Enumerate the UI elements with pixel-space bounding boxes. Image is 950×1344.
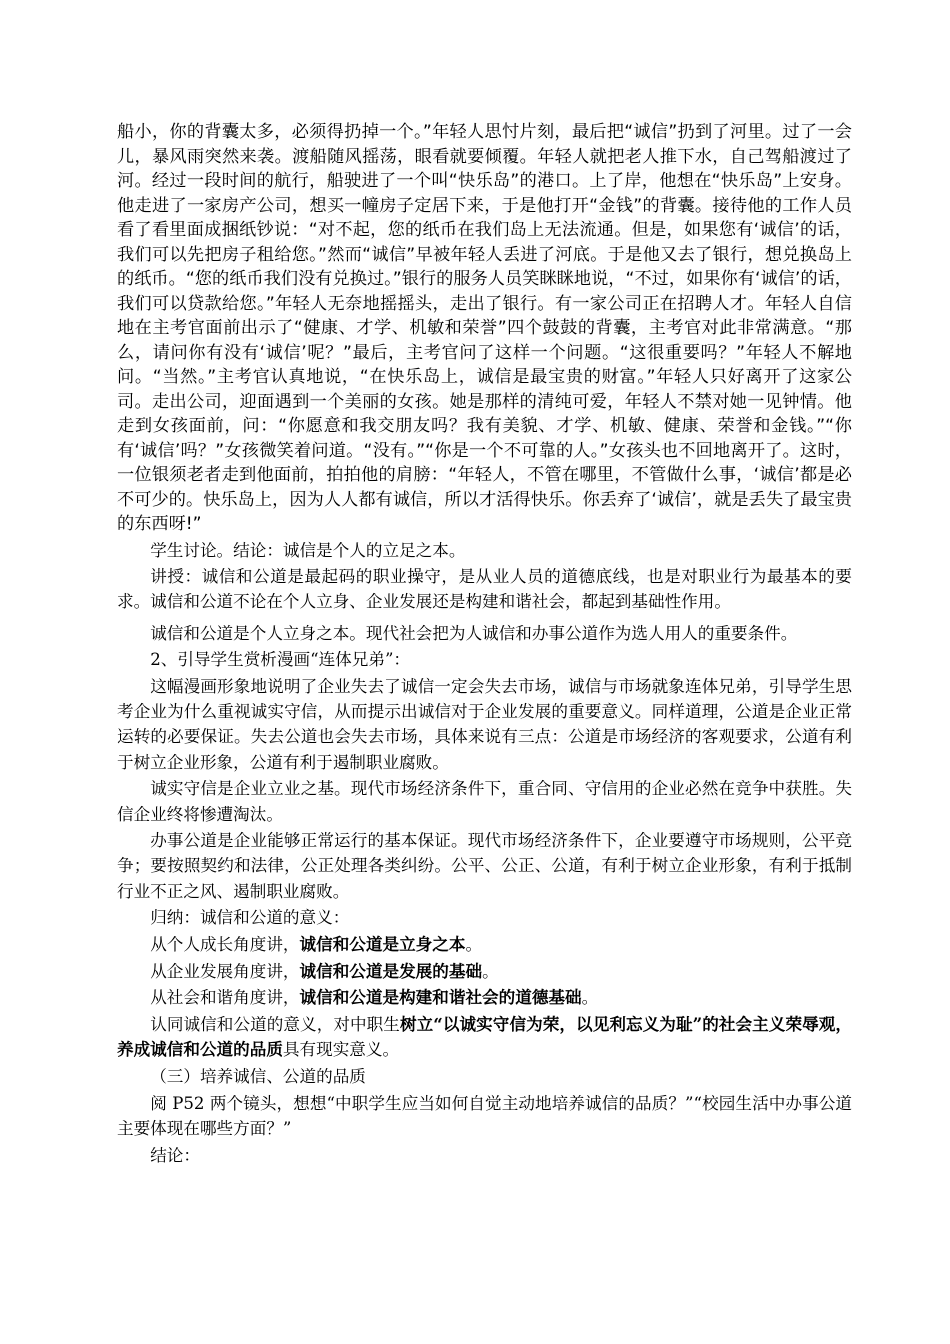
comic-paragraph: 这幅漫画形象地说明了企业失去了诚信一定会失去市场，诚信与市场就象连体兄弟，引导学生思考企业为什么重视诚实守信，从而提示出诚信对于企业发展的重要意义。同样道理，公道是企业正常运转的必要保证。失去公道也会失去市场，具体来说有三点：公道是市场经济的客观要求，公道有利于树立企业形象，公道有利于遏制职业腐败。 (117, 677, 852, 772)
society-prefix: 从社会和谐角度讲， (150, 988, 300, 1008)
summary-heading: 归纳：诚信和公道的意义： (150, 908, 350, 928)
discussion-paragraph: 学生讨论。结论：诚信是个人的立足之本。 (150, 540, 466, 560)
honesty-paragraph: 诚实守信是企业立业之基。现代市场经济条件下，重合同、守信用的企业必然在竞争中获胜。失信企业终将惨遭淘汰。 (117, 779, 852, 824)
personal-suffix: 。 (465, 935, 483, 955)
enterprise-point (117, 959, 852, 984)
society-point (117, 985, 852, 1010)
comic-heading: 2、引导学生赏析漫画“连体兄弟”： (150, 650, 411, 670)
enterprise-bold: 诚信和公道是发展的基础 (299, 960, 483, 981)
lecture-paragraph: 讲授：诚信和公道是最起码的职业操守，是从业人员的道德底线，也是对职业行为最基本的要求。诚信和公道不论在个人立身、企业发展还是构建和谐社会，都起到基础性作用。 (117, 567, 852, 612)
recognize-bold: 树立“以诚实守信为荣，以见利忘义为耻”的社会主义荣辱观，养成诚信和公道的品质 (117, 1014, 853, 1060)
enterprise-prefix: 从企业发展角度讲， (150, 961, 300, 981)
recognize-suffix: 具有现实意义。 (282, 1040, 400, 1060)
story-paragraph: 船小，你的背囊太多，必须得扔掉一个。”年轻人思忖片刻，最后把“诚信”扔到了河里。过了一会儿，暴风雨突然来袭。渡船随风摇荡，眼看就要倾覆。年轻人就把老人推下水，自己驾船渡过了河。经过一段时间的航行，船驶进了一个叫“快乐岛”的港口。上了岸，他想在“快乐岛”上安身。他走进了一家房产公司，想买一幢房子定居下来，于是他打开“金钱”的背囊。接待他的工作人员看了看里面成捆纸钞说：“对不起，您的纸币在我们岛上无法流通。但是，如果您有‘诚信’的话，我们可以先把房子租给您。”然而“诚信”早被年轻人丢进了河底。于是他又去了银行，想兑换岛上的纸币。“您的纸币我们没有兑换过。”银行的服务人员笑眯眯地说，“不过，如果你有‘诚信’的话，我们可以贷款给您。”年轻人无奈地摇摇头，走出了银行。有一家公司正在招聘人才。年轻人自信地在主考官面前出示了“健康、才学、机敏和荣誉”四个鼓鼓的背囊，主考官对此非常满意。“那么，请问你有没有‘诚信’呢？”最后，主考官问了这样一个问题。“这很重要吗？”年轻人不解地问。“当然。”主考官认真地说，“在快乐岛上，诚信是最宝贵的财富。”年轻人只好离开了这家公司。走出公司，迎面遇到一个美丽的女孩。她是那样的清纯可爱，年轻人不禁对她一见钟情。他走到女孩面前，问：“你愿意和我交朋友吗？我有美貌、才学、机敏、健康、荣誉和金钱。”“你有‘诚信’吗？”女孩微笑着问道。“没有。”“你是一个不可靠的人。”女孩头也不回地离开了。这时，一位银须老者走到他面前，拍拍他的肩膀：“年轻人，不管在哪里，不管做什么事，‘诚信’都是必不可少的。快乐岛上，因为人人都有诚信，所以才活得快乐。你丢弃了‘诚信’，就是丢失了最宝贵的东西呀!” (117, 122, 852, 534)
recognize-prefix: 认同诚信和公道的意义，对中职生 (150, 1015, 400, 1035)
document-page (117, 120, 852, 1169)
society-suffix: 。 (581, 988, 599, 1008)
personal-prefix: 从个人成长角度讲， (150, 935, 300, 955)
enterprise-suffix: 。 (482, 961, 499, 981)
personal-bold: 诚信和公道是立身之本 (299, 934, 466, 955)
recognize-paragraph (117, 1012, 852, 1062)
section-three-heading: （三）培养诚信、公道的品质 (150, 1067, 366, 1087)
foundation-paragraph: 诚信和公道是个人立身之本。现代社会把为人诚信和办事公道作为选人用人的重要条件。 (150, 623, 798, 643)
fairness-paragraph: 办事公道是企业能够正常运行的基本保证。现代市场经济条件下，企业要遵守市场规则，公平竞争；要按照契约和法律，公正处理各类纠纷。公平、公正、公道，有利于树立企业形象，有利于抵制行业不正之风、遏制职业腐败。 (117, 831, 852, 901)
personal-point (117, 932, 852, 957)
society-bold: 诚信和公道是构建和谐社会的道德基础 (299, 987, 582, 1008)
conclusion-label: 结论： (150, 1145, 200, 1165)
read-paragraph: 阅 P52 两个镜头，想想“中职学生应当如何自觉主动地培养诚信的品质？”“校园生活中办事公道主要体现在哪些方面？” (117, 1093, 852, 1138)
